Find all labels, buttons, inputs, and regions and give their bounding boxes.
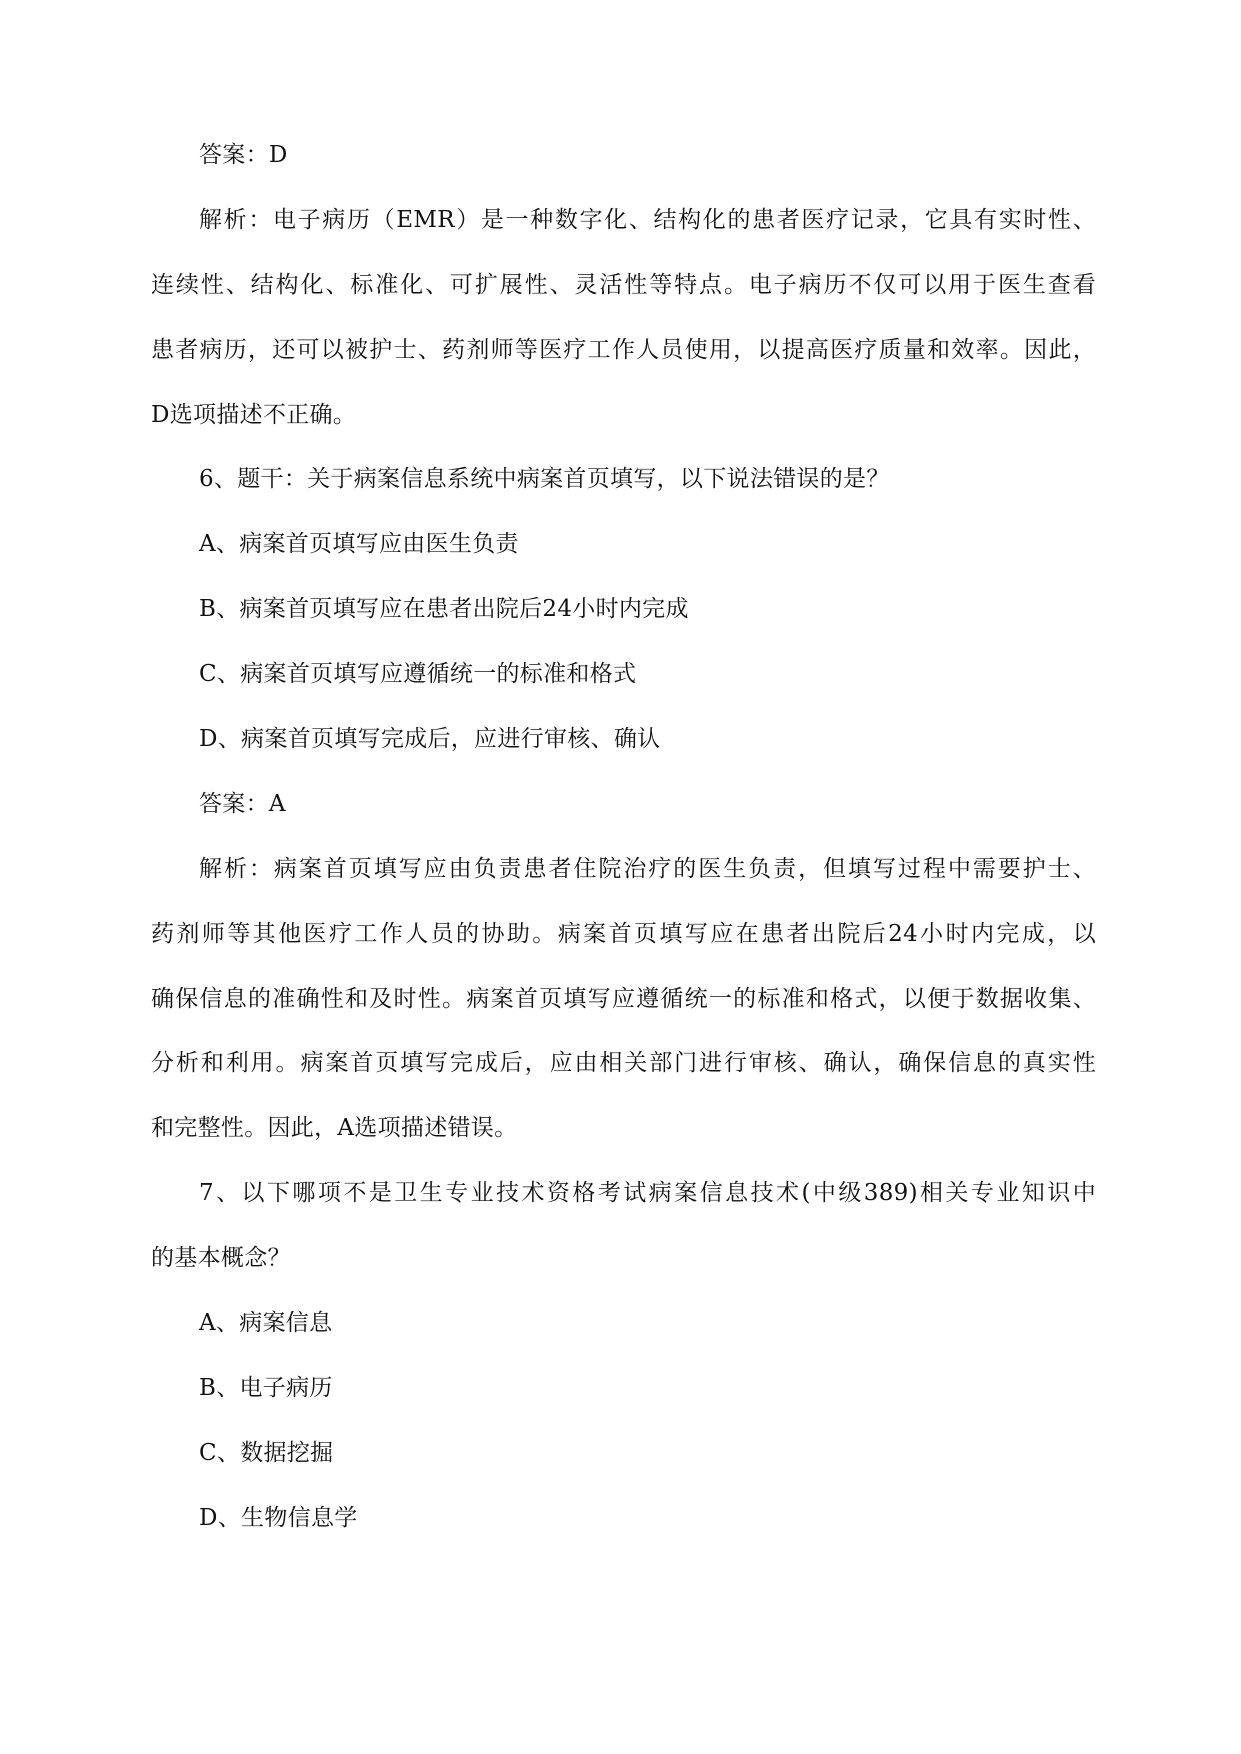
question-stem: 的基本概念？ [151,1245,291,1272]
explanation-line: 患者病历，还可以被护士、药剂师等医疗工作人员使用，以提高医疗质量和效率。因此， [151,336,1096,363]
explanation-line: D选项描述不正确。 [151,401,357,428]
answer-line: 答案：D [199,142,288,168]
question-stem: 7、以下哪项不是卫生专业技术资格考试病案信息技术(中级389)相关专业知识中 [199,1180,1096,1207]
option-c: C、病案首页填写应遵循统一的标准和格式 [199,661,637,688]
explanation-line: 连续性、结构化、标准化、可扩展性、灵活性等特点。电子病历不仅可以用于医生查看 [151,271,1096,298]
explanation-line: 和完整性。因此，A选项描述错误。 [151,1115,518,1142]
option-d: D、生物信息学 [199,1504,358,1531]
explanation-line: 确保信息的准确性和及时性。病案首页填写应遵循统一的标准和格式，以便于数据收集、 [151,985,1096,1012]
option-b: B、病案首页填写应在患者出院后24小时内完成 [199,596,689,623]
explanation-line: 分析和利用。病案首页填写完成后，应由相关部门进行审核、确认，确保信息的真实性 [151,1050,1096,1077]
option-a: A、病案信息 [199,1310,333,1337]
question-stem: 6、题干：关于病案信息系统中病案首页填写，以下说法错误的是？ [199,466,890,493]
option-d: D、病案首页填写完成后，应进行审核、确认 [199,726,661,753]
explanation-line: 药剂师等其他医疗工作人员的协助。病案首页填写应在患者出院后24小时内完成，以 [151,920,1096,947]
document-body [151,140,1096,1568]
explanation-line: 解析：病案首页填写应由负责患者住院治疗的医生负责，但填写过程中需要护士、 [199,855,1096,882]
option-b: B、电子病历 [199,1374,333,1401]
explanation-line: 解析：电子病历（EMR）是一种数字化、结构化的患者医疗记录，它具有实时性、 [199,206,1096,233]
option-c: C、数据挖掘 [199,1439,334,1466]
option-a: A、病案首页填写应由医生负责 [199,531,519,558]
answer-line: 答案：A [199,790,286,817]
